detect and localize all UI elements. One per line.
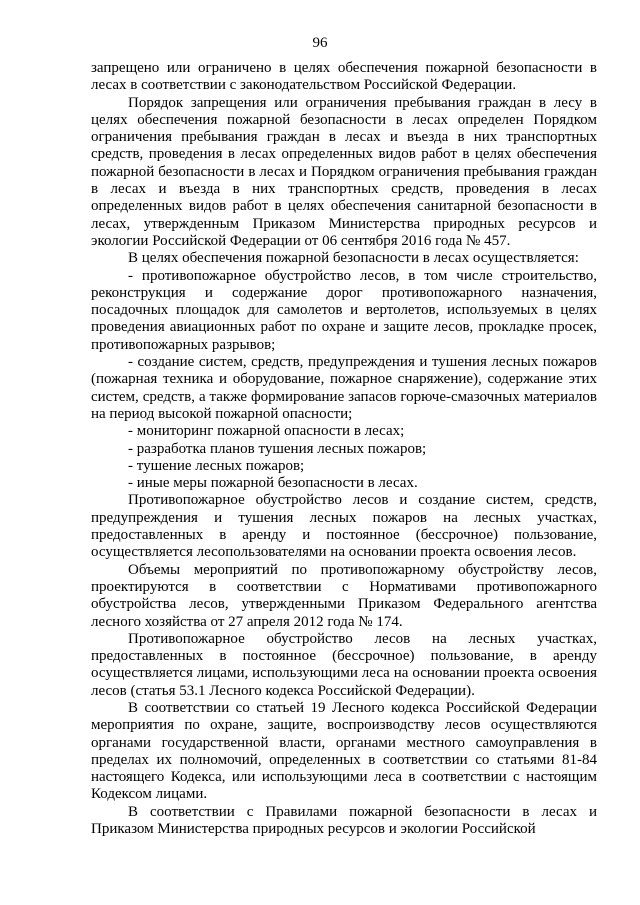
list-item-6: - иные меры пожарной безопасности в лесах. [128, 475, 418, 492]
paragraph-3: В целях обеспечения пожарной безопасности в лесах осуществляется: [128, 250, 579, 267]
paragraph-8: В соответствии с Правилами пожарной безопасности в лесах и Приказом Министерства природных ресурсов и экологии Российской [91, 803, 597, 838]
paragraph-6: Противопожарное обустройство лесов на лесных участках, предоставленных в постоянное (бессрочное) пользование, в аренду осуществляется лицами, использующими леса на основании проекта освоения лесов (статья 53.1 Лесного кодекса Российской Федерации). [91, 630, 597, 699]
paragraph-7: В соответствии со статьей 19 Лесного кодекса Российской Федерации мероприятия по охране, защите, воспроизводству лесов осуществляются органами государственной власти, органами местного самоуправления в пределах их полномочий, определенных в соответствии со статьями 81-84 настоящего Кодекса, или использующими леса в соответствии с настоящим Кодексом лицами. [91, 699, 597, 803]
paragraph-2: Порядок запрещения или ограничения пребывания граждан в лесу в целях обеспечения пожарной безопасности в лесах определен Порядком ограничения пребывания граждан в лесах и въезда в них транспортных средств, проведения в лесах определенных видов работ в целях обеспечения пожарной безопасности в лесах и Порядком ограничения пребывания граждан в лесах и въезда в них транспортных средств, проведения в лесах определенных видов работ в целях обеспечения санитарной безопасности в лесах, утвержденным Приказом Министерства природных ресурсов и экологии Российской Федерации от 06 сентября 2016 года № 457. [91, 94, 597, 249]
list-item-4: - разработка планов тушения лесных пожаров; [128, 440, 427, 457]
list-item-1: - противопожарное обустройство лесов, в том числе строительство, реконструкция и содержание дорог противопожарного назначения, посадочных площадок для самолетов и вертолетов, используемых в целях проведения авиационных работ по охране и защите лесов, прокладке просек, противопожарных разрывов; [91, 267, 597, 353]
paragraph-4: Противопожарное обустройство лесов и создание систем, средств, предупреждения и тушения лесных пожаров на лесных участках, предоставленных в аренду и постоянное (бессрочное) пользование, осуществляется лесопользователями на основании проекта освоения лесов. [91, 492, 597, 561]
list-item-3: - мониторинг пожарной опасности в лесах; [128, 423, 405, 440]
list-item-2: - создание систем, средств, предупреждения и тушения лесных пожаров (пожарная техника и оборудование, пожарное снаряжение), содержание этих систем, средств, а также формирование запасов горюче-смазочных материалов на период высокой пожарной опасности; [91, 354, 597, 422]
paragraph-5: Объемы мероприятий по противопожарному обустройству лесов, проектируются в соответствии с Нормативами противопожарного обустройства лесов, утвержденными Приказом Федерального агентства лесного хозяйства от 27 апреля 2012 года № 174. [91, 561, 597, 630]
list-item-5: - тушение лесных пожаров; [128, 457, 305, 474]
paragraph-1: запрещено или ограничено в целях обеспечения пожарной безопасности в лесах в соответствии с законодательством Российской Федерации. [91, 60, 597, 94]
page-number: 96 [312, 35, 328, 51]
document-body [91, 60, 597, 838]
